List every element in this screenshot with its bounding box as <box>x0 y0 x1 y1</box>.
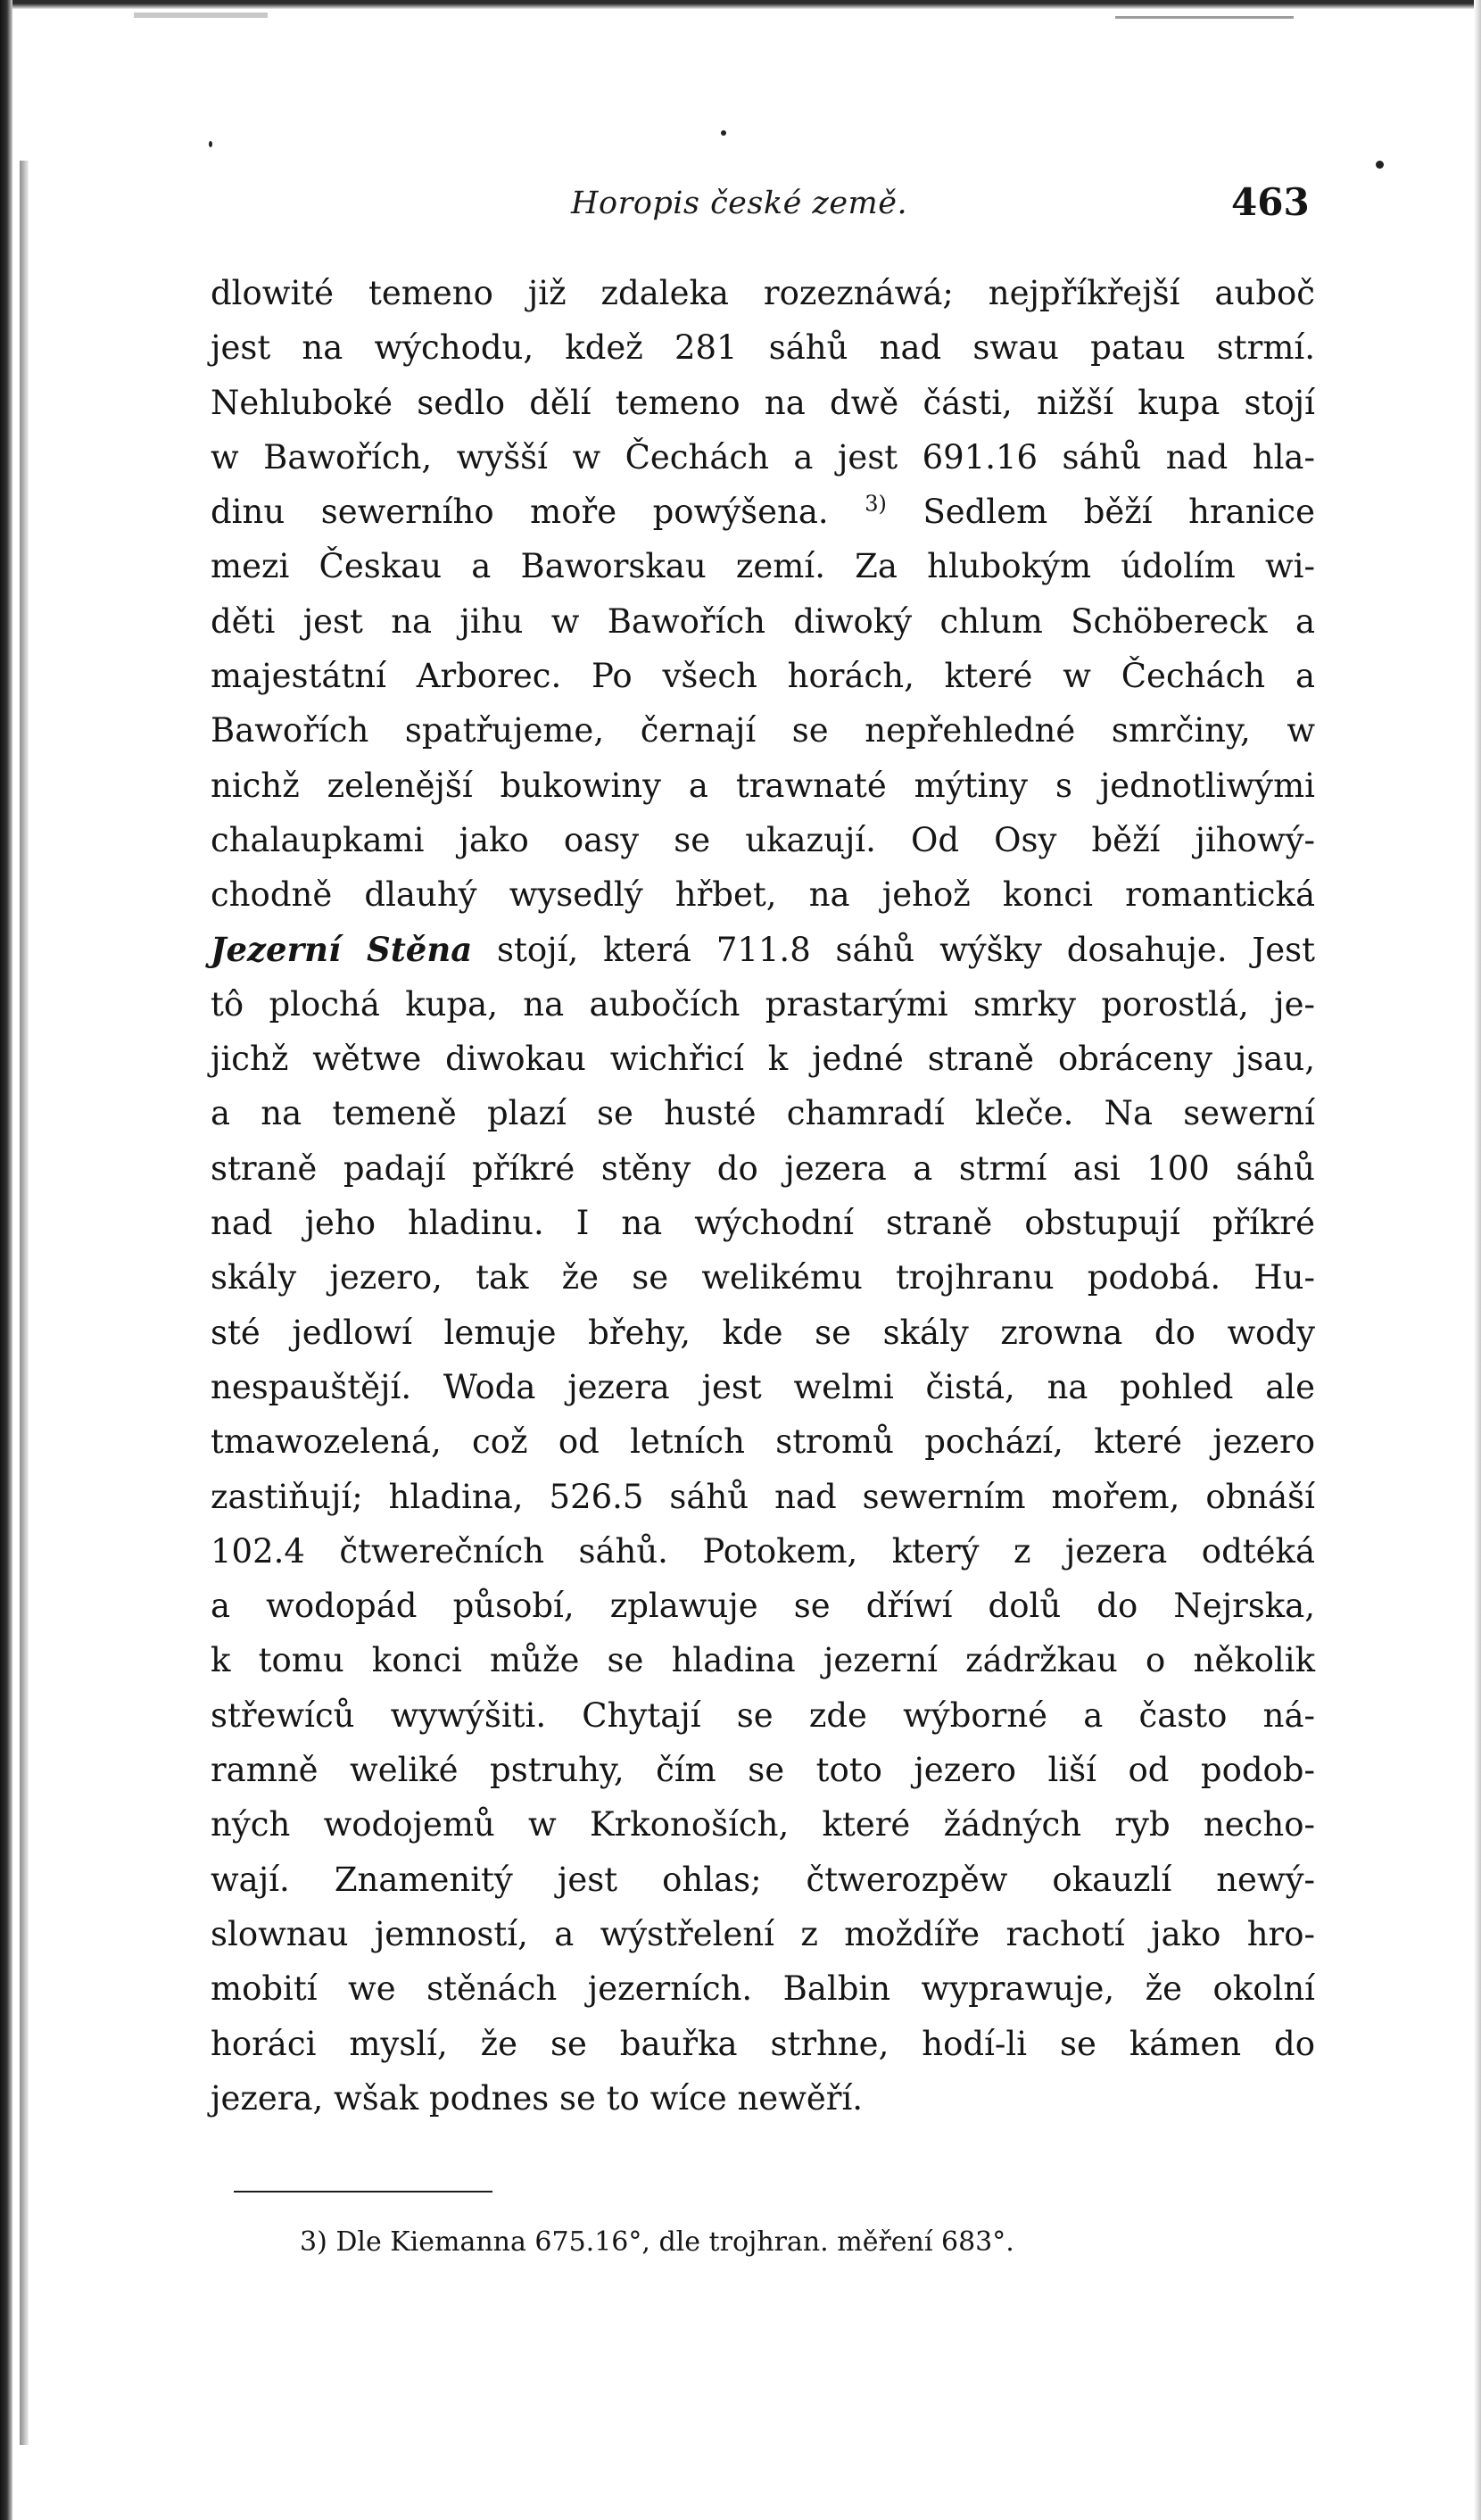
text-line: zastiňují; hladina, 526.5 sáhů nad sewerním mořem, obnáší <box>211 1477 1315 1516</box>
text-line: wají. Znamenitý jest ohlas; čtwerozpěw okauzlí newý- <box>211 1860 1315 1899</box>
text-line: nespauštějí. Woda jezera jest welmi čistá, na pohled ale <box>211 1367 1315 1406</box>
scan-speck <box>721 130 726 136</box>
text-line: skály jezero, tak že se welikému trojhranu podobá. Hu- <box>211 1258 1315 1297</box>
page-number: 463 <box>1231 180 1310 224</box>
scan-line <box>1115 16 1294 19</box>
text-line: mobití we stěnách jezerních. Balbin wyprawuje, že okolní <box>211 1969 1315 2009</box>
scan-smudge <box>134 12 268 18</box>
scan-speck <box>1376 161 1384 169</box>
text-line: majestátní Arborec. Po všech horách, které w Čechách a <box>211 657 1315 696</box>
text-line: Bawořích spatřujeme, černají se nepřehledné smrčiny, w <box>211 711 1315 750</box>
text-line: slownau jemností, a wýstřelení z moždíře rachotí jako hro- <box>211 1914 1315 1953</box>
text-line: dlowité temeno již zdaleka rozeznáwá; nejpříkřejší auboč <box>211 274 1315 312</box>
text-line: ramně weliké pstruhy, čím se toto jezero liší od podob- <box>211 1751 1315 1790</box>
text-line: nichž zelenější bukowiny a trawnaté mýtiny s jednotliwými <box>211 766 1315 805</box>
running-title: Horopis české země. <box>571 186 908 221</box>
text-line: nad jeho hladinu. I na wýchodní straně obstupují příkré <box>211 1204 1315 1243</box>
text-segment: stojí, která 711.8 sáhů wýšky dosahuje. Jest <box>497 930 1315 969</box>
text-line: sté jedlowí lemuje břehy, kde se skály zrowna do wody <box>211 1313 1315 1352</box>
text-segment: dinu sewerního moře powýšena. <box>211 493 829 532</box>
binding-shadow <box>20 161 29 2445</box>
page-edge-right <box>1474 0 1481 2520</box>
text-line: mezi Českau a Baworskau zemí. Za hlubokým údolím wi- <box>211 547 1315 586</box>
text-line: tô plochá kupa, na aubočích prastarými smrky porostlá, je- <box>211 984 1315 1024</box>
text-segment: Sedlem běží hranice <box>923 493 1316 532</box>
text-line: k tomu konci může se hladina jezerní zádržkau o několik <box>211 1641 1315 1680</box>
text-line: straně padají příkré stěny do jezera a strmí asi 100 sáhů <box>211 1148 1315 1188</box>
scan-speck <box>209 141 212 147</box>
body-text <box>211 266 1315 2126</box>
text-line: chalaupkami jako oasy se ukazují. Od Osy běží jihowý- <box>211 820 1315 859</box>
text-line: 102.4 čtwerečních sáhů. Potokem, který z jezera odtéká <box>211 1531 1315 1571</box>
text-line: w Bawořích, wyšší w Čechách a jest 691.16 sáhů nad hla- <box>211 437 1315 477</box>
place-name-emphasis: Jezerní Stěna <box>211 929 473 969</box>
text-line: tmawozelená, což od letních stromů pochází, které jezero <box>211 1422 1315 1462</box>
text-line: a wodopád působí, zplawuje se dříwí dolů do Nejrska, <box>211 1587 1315 1626</box>
text-line: chodně dlauhý wysedlý hřbet, na jehož konci romantická <box>211 875 1315 915</box>
text-line: ných wodojemů w Krkonoších, které žádných ryb necho- <box>211 1805 1315 1844</box>
text-line: jest na wýchodu, kdež 281 sáhů nad swau patau strmí. <box>211 328 1315 368</box>
text-line: a na temeně plazí se husté chamradí kleče. Na sewerní <box>211 1094 1315 1133</box>
footnote: 3) Dle Kiemanna 675.16°, dle trojhran. měření 683°. <box>300 2226 1014 2258</box>
running-header <box>0 180 1481 230</box>
text-line: střewíců wywýšiti. Chytají se zde wýborné a často ná- <box>211 1695 1315 1735</box>
text-line <box>211 485 1315 539</box>
binding-edge <box>0 0 12 2520</box>
footnote-reference: 3) <box>865 491 887 517</box>
text-line: Nehluboké sedlo dělí temeno na dwě části, nižší kupa stojí <box>211 383 1315 422</box>
scan-top-border <box>0 0 1481 9</box>
text-line: děti jest na jihu w Bawořích diwoký chlum Schöbereck a <box>211 601 1315 641</box>
footnote-rule <box>234 2191 492 2193</box>
text-line <box>211 923 1315 977</box>
text-line: jezera, wšak podnes se to wíce newěří. <box>211 2078 864 2118</box>
text-line: jichž wětwe diwokau wichřicí k jedné straně obráceny jsau, <box>211 1040 1315 1079</box>
text-line: horáci myslí, že se bauřka strhne, hodí-li se kámen do <box>211 2024 1315 2063</box>
